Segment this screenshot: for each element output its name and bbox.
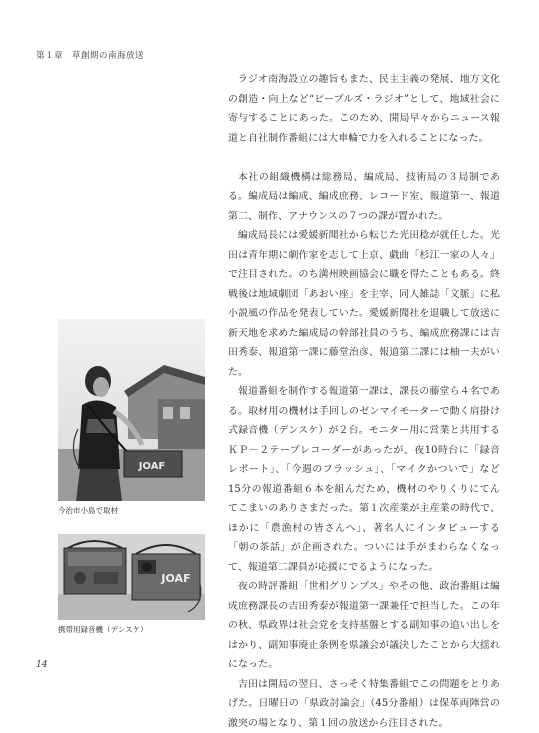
- paragraph: 報道番組を制作する報道第一課は、課長の藤堂ら４名である。取材用の機材は手回しのゼンマイモーターで動く肩掛け式録音機（デンスケ）が２台。モニター用に営業と共用するＫＰ－２テープレコーダーがあったが、夜10時台に「録音レポート」、「今週のフラッシュ」、「マイクかついで」など15分の報道番組６本を組んだため、機材のやりくりにてんてこまいのありさまだった。第１次産業が主産業の時代で、ほかに「農漁村の皆さんへ」、著名人にインタビューする「朝の茶話」が企画された。ついには手がまわらなくなって、報道第二課員が応援にでるようになった。: [228, 382, 500, 577]
- photo-reporter-recording: [58, 319, 205, 501]
- page-number: 14: [36, 660, 47, 670]
- recorder-label: JOAF: [160, 572, 190, 585]
- photo-caption-bottom: 携帯用録音機（デンスケ）: [58, 624, 148, 635]
- paragraph: 吉田は開局の翌日、さっそく特集番組でこの問題をとりあげた。日曜日の「県政討論会」（45分番組）は保革両陣営の激突の場となり、第１回の放送から注目された。: [228, 675, 500, 733]
- recorder-label: JOAF: [138, 461, 166, 472]
- paragraph: 本社の組織機構は総務局、編成局、技術局の３局制である。編成局は編成、編成庶務、レコード室、報道第一、報道第二、制作、アナウンスの７つの課が置かれた。: [228, 168, 500, 227]
- body-text: [228, 70, 500, 733]
- paragraph: 編成局長には愛媛新聞社から転じた光田稔が就任した。光田は青年期に劇作家を志して上京、戯曲「杉江一家の人々」で注目された。のち満州映画協会に職を得たこともある。終戦後は地域劇団「あおい座」を主宰、同人雑誌「文脈」に私小説風の作品を発表していた。愛媛新聞社を退職して放送に新天地を求めた編成局の幹部社員のうち、編成庶務課には吉田秀泰、報道第一課に藤堂治彦、報道第二課には柚一夫がいた。: [228, 226, 500, 382]
- paragraph: ラジオ南海設立の趣旨もまた、民主主義の発展、地方文化の創造・向上など“ピープルズ・ラジオ”として、地域社会に寄与することにあった。このため、開局早々からニュース報道と自社制作番組には大車輪で力を入れることになった。: [228, 70, 500, 148]
- photo-portable-recorders: [58, 534, 205, 620]
- paragraph: 夜の時評番組「世相グリンプス」やその他、政治番組は編成庶務課長の吉田秀泰が報道第一課兼任で担当した。この年の秋、県政界は社会党を支持基盤とする副知事の追い出しをはかり、副知事廃止条例を県議会が議決したことから大揺れになった。: [228, 577, 500, 675]
- chapter-header: 第１章 草創期の南海放送: [36, 49, 144, 61]
- photo-caption-top: 今治市小島で取材: [58, 505, 118, 516]
